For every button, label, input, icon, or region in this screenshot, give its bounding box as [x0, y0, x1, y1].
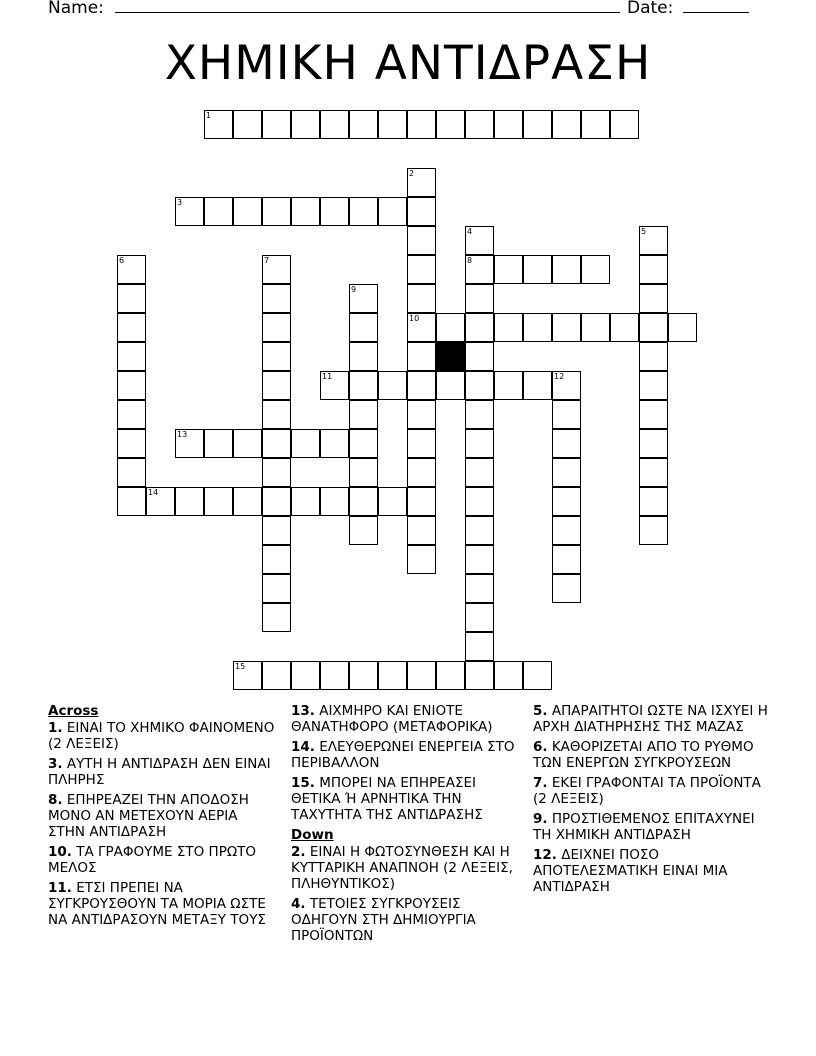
crossword-cell[interactable] — [465, 255, 494, 284]
crossword-cell[interactable] — [639, 226, 668, 255]
clue-number: 14. — [291, 739, 315, 755]
crossword-cell[interactable] — [407, 313, 436, 342]
clue-number: 6. — [533, 739, 548, 755]
crossword-cell[interactable] — [407, 661, 436, 690]
crossword-cell[interactable] — [465, 371, 494, 400]
crossword-cell[interactable] — [349, 284, 378, 313]
crossword-cell[interactable] — [639, 400, 668, 429]
crossword-cell[interactable] — [262, 342, 291, 371]
crossword-cell[interactable] — [552, 371, 581, 400]
crossword-cell[interactable] — [233, 110, 262, 139]
crossword-cell[interactable] — [117, 371, 146, 400]
clue-text: ΕΚΕΙ ΓΡΑΦΟΝΤΑΙ ΤΑ ΠΡΟΪΟΝΤΑ (2 ΛΕΞΕΙΣ) — [533, 775, 761, 807]
crossword-cell[interactable] — [349, 429, 378, 458]
crossword-cell[interactable] — [262, 545, 291, 574]
clue-text: ΚΑΘΟΡΙΖΕΤΑΙ ΑΠΟ ΤΟ ΡΥΘΜΟ ΤΩΝ ΕΝΕΡΓΩΝ ΣΥΓΚΡΟΥΣΕΩΝ — [533, 739, 754, 771]
clue-item — [291, 703, 519, 735]
crossword-cell[interactable] — [291, 429, 320, 458]
crossword-cell[interactable] — [465, 342, 494, 371]
clue-number: 12. — [533, 847, 557, 863]
crossword-cell[interactable] — [407, 545, 436, 574]
clue-text: ΕΛΕΥΘΕΡΩΝΕΙ ΕΝΕΡΓΕΙΑ ΣΤΟ ΠΕΡΙΒΑΛΛΟΝ — [291, 739, 515, 771]
clue-number: 3 — [177, 198, 183, 207]
crossword-cell[interactable] — [639, 255, 668, 284]
crossword-cell[interactable] — [465, 429, 494, 458]
clue-text: ΤΑ ΓΡΑΦΟΥΜΕ ΣΤΟ ΠΡΩΤΟ ΜΕΛΟΣ — [48, 844, 257, 876]
crossword-cell[interactable] — [233, 661, 262, 690]
across-clues-column — [48, 703, 276, 932]
clue-number: 4. — [291, 896, 306, 912]
crossword-cell[interactable] — [407, 197, 436, 226]
crossword-cell[interactable] — [523, 313, 552, 342]
black-square — [436, 342, 465, 371]
crossword-cell[interactable] — [552, 429, 581, 458]
crossword-cell[interactable] — [262, 487, 291, 516]
clue-text: ΜΠΟΡΕΙ ΝΑ ΕΠΗΡΕΑΣΕΙ ΘΕΤΙΚΑ Ή ΑΡΝΗΤΙΚΑ ΤΗΝ ΤΑΧΥΤΗΤΑ ΤΗΣ ΑΝΤΙΔΡΑΣΗΣ — [291, 775, 483, 823]
crossword-cell[interactable] — [320, 661, 349, 690]
crossword-cell[interactable] — [494, 661, 523, 690]
crossword-cell[interactable] — [146, 487, 175, 516]
clue-number: 12 — [554, 372, 565, 381]
crossword-cell[interactable] — [262, 429, 291, 458]
clue-item — [533, 847, 768, 895]
crossword-cell[interactable] — [349, 661, 378, 690]
clue-number: 2 — [409, 169, 415, 178]
across-clues-column-continued — [291, 703, 519, 948]
crossword-cell[interactable] — [262, 284, 291, 313]
crossword-cell[interactable] — [320, 371, 349, 400]
clue-number: 7. — [533, 775, 548, 791]
crossword-cell[interactable] — [639, 313, 668, 342]
clue-number: 8. — [48, 792, 63, 808]
clue-item — [48, 756, 276, 788]
crossword-cell[interactable] — [407, 255, 436, 284]
crossword-cell[interactable] — [262, 197, 291, 226]
clue-text: ΕΤΣΙ ΠΡΕΠΕΙ ΝΑ ΣΥΓΚΡΟΥΣΘΟΥΝ ΤΑ ΜΟΡΙΑ ΩΣΤΕ ΝΑ ΑΝΤΙΔΡΑΣΟΥΝ ΜΕΤΑΞΥ ΤΟΥΣ — [48, 880, 266, 928]
page-title: ΧΗΜΙΚΗ ΑΝΤΙΔΡΑΣΗ — [164, 36, 652, 91]
crossword-cell[interactable] — [552, 400, 581, 429]
crossword-cell[interactable] — [378, 110, 407, 139]
clue-number: 15 — [235, 662, 246, 671]
crossword-cell[interactable] — [233, 487, 262, 516]
across-clue-list — [48, 720, 276, 928]
crossword-cell[interactable] — [465, 284, 494, 313]
clue-item — [533, 739, 768, 771]
crossword-cell[interactable] — [552, 255, 581, 284]
crossword-cell[interactable] — [378, 487, 407, 516]
crossword-cell[interactable] — [262, 255, 291, 284]
crossword-cell[interactable] — [639, 487, 668, 516]
clue-item — [291, 775, 519, 823]
crossword-cell[interactable] — [291, 661, 320, 690]
clue-item — [291, 739, 519, 771]
crossword-cell[interactable] — [407, 110, 436, 139]
crossword-cell[interactable] — [465, 458, 494, 487]
down-heading: Down — [291, 827, 334, 843]
crossword-cell[interactable] — [465, 313, 494, 342]
crossword-cell[interactable] — [349, 371, 378, 400]
clue-number: 1 — [206, 111, 212, 120]
clue-text: ΑΙΧΜΗΡΟ ΚΑΙ ΕΝΙΟΤΕ ΘΑΝΑΤΗΦΟΡΟ (ΜΕΤΑΦΟΡΙΚΑ) — [291, 703, 493, 735]
crossword-cell[interactable] — [465, 110, 494, 139]
crossword-cell[interactable] — [262, 371, 291, 400]
clue-number: 15. — [291, 775, 315, 791]
crossword-cell[interactable] — [117, 429, 146, 458]
clue-number: 8 — [467, 256, 473, 265]
crossword-cell[interactable] — [407, 284, 436, 313]
crossword-cell[interactable] — [262, 400, 291, 429]
crossword-cell[interactable] — [552, 574, 581, 603]
across-heading: Across — [48, 703, 99, 719]
clue-number: 11 — [322, 372, 333, 381]
crossword-cell[interactable] — [610, 110, 639, 139]
crossword-cell[interactable] — [262, 516, 291, 545]
crossword-cell[interactable] — [465, 516, 494, 545]
down-clues-column-continued — [533, 703, 768, 899]
clue-text: ΑΠΑΡΑΙΤΗΤΟΙ ΩΣΤΕ ΝΑ ΙΣΧΥΕΙ Η ΑΡΧΗ ΔΙΑΤΗΡΗΣΗΣ ΤΗΣ ΜΑΖΑΣ — [533, 703, 768, 735]
clue-text: ΠΡΟΣΤΙΘΕΜΕΝΟΣ ΕΠΙΤΑΧΥΝΕΙ ΤΗ ΧΗΜΙΚΗ ΑΝΤΙΔΡΑΣΗ — [533, 811, 755, 843]
crossword-cell[interactable] — [262, 603, 291, 632]
clue-item — [291, 844, 519, 892]
crossword-cell[interactable] — [494, 371, 523, 400]
crossword-cell[interactable] — [465, 632, 494, 661]
clue-number: 9. — [533, 811, 548, 827]
crossword-cell[interactable] — [523, 371, 552, 400]
clue-text: ΕΠΗΡΕΑΖΕΙ ΤΗΝ ΑΠΟΔΟΣΗ ΜΟΝΟ ΑΝ ΜΕΤΕΧΟΥΝ ΑΕΡΙΑ ΣΤΗΝ ΑΝΤΙΔΡΑΣΗ — [48, 792, 249, 840]
clue-number: 5. — [533, 703, 548, 719]
crossword-cell[interactable] — [407, 342, 436, 371]
crossword-cell[interactable] — [552, 487, 581, 516]
crossword-cell[interactable] — [581, 255, 610, 284]
crossword-cell[interactable] — [407, 458, 436, 487]
crossword-cell[interactable] — [320, 197, 349, 226]
clue-number: 10 — [409, 314, 420, 323]
crossword-cell[interactable] — [349, 110, 378, 139]
clue-item — [48, 720, 276, 752]
crossword-cell[interactable] — [262, 574, 291, 603]
crossword-cell[interactable] — [233, 197, 262, 226]
crossword-cell[interactable] — [349, 313, 378, 342]
date-label: Date: — [627, 0, 674, 18]
clue-item — [533, 775, 768, 807]
crossword-cell[interactable] — [639, 458, 668, 487]
clue-number: 1. — [48, 720, 63, 736]
crossword-cell[interactable] — [639, 342, 668, 371]
clue-number: 9 — [351, 285, 357, 294]
clue-text: ΑΥΤΗ Η ΑΝΤΙΔΡΑΣΗ ΔΕΝ ΕΙΝΑΙ ΠΛΗΡΗΣ — [48, 756, 271, 788]
crossword-cell[interactable] — [581, 313, 610, 342]
crossword-cell[interactable] — [117, 487, 146, 516]
crossword-cell[interactable] — [610, 313, 639, 342]
crossword-cell[interactable] — [262, 110, 291, 139]
clue-item — [48, 880, 276, 928]
crossword-cell[interactable] — [668, 313, 697, 342]
crossword-cell[interactable] — [117, 313, 146, 342]
crossword-cell[interactable] — [117, 342, 146, 371]
crossword-cell[interactable] — [465, 574, 494, 603]
crossword-cell[interactable] — [204, 429, 233, 458]
crossword-cell[interactable] — [552, 545, 581, 574]
crossword-cell[interactable] — [320, 429, 349, 458]
clue-text: ΔΕΙΧΝΕΙ ΠΟΣΟ ΑΠΟΤΕΛΕΣΜΑΤΙΚΗ ΕΙΝΑΙ ΜΙΑ ΑΝΤΙΔΡΑΣΗ — [533, 847, 728, 895]
crossword-cell[interactable] — [552, 516, 581, 545]
crossword-cell[interactable] — [349, 516, 378, 545]
crossword-cell[interactable] — [378, 661, 407, 690]
crossword-cell[interactable] — [349, 458, 378, 487]
crossword-cell[interactable] — [378, 371, 407, 400]
crossword-cell[interactable] — [262, 661, 291, 690]
crossword-cell[interactable] — [117, 255, 146, 284]
clue-number: 7 — [264, 256, 270, 265]
crossword-cell[interactable] — [204, 110, 233, 139]
crossword-cell[interactable] — [407, 400, 436, 429]
crossword-cell[interactable] — [639, 371, 668, 400]
crossword-cell[interactable] — [436, 371, 465, 400]
crossword-cell[interactable] — [494, 255, 523, 284]
crossword-cell[interactable] — [465, 661, 494, 690]
crossword-cell[interactable] — [291, 487, 320, 516]
crossword-cell[interactable] — [494, 110, 523, 139]
crossword-cell[interactable] — [436, 313, 465, 342]
crossword-cell[interactable] — [465, 545, 494, 574]
crossword-cell[interactable] — [349, 400, 378, 429]
crossword-cell[interactable] — [436, 110, 465, 139]
crossword-cell[interactable] — [407, 226, 436, 255]
crossword-cell[interactable] — [117, 458, 146, 487]
crossword-cell[interactable] — [552, 458, 581, 487]
clue-number: 6 — [119, 256, 125, 265]
clue-item — [291, 896, 519, 944]
clue-number: 3. — [48, 756, 63, 772]
crossword-cell[interactable] — [552, 313, 581, 342]
crossword-cell[interactable] — [465, 487, 494, 516]
crossword-cell[interactable] — [552, 110, 581, 139]
crossword-cell[interactable] — [523, 661, 552, 690]
clue-number: 5 — [641, 227, 647, 236]
name-label: Name: — [48, 0, 104, 18]
crossword-cell[interactable] — [407, 487, 436, 516]
crossword-cell[interactable] — [581, 110, 610, 139]
crossword-cell[interactable] — [407, 371, 436, 400]
crossword-cell[interactable] — [291, 110, 320, 139]
crossword-cell[interactable] — [436, 661, 465, 690]
clue-text: ΕΙΝΑΙ ΤΟ ΧΗΜΙΚΟ ΦΑΙΝΟΜΕΝΟ (2 ΛΕΞΕΙΣ) — [48, 720, 275, 752]
crossword-cell[interactable] — [233, 429, 262, 458]
clue-item — [533, 811, 768, 843]
crossword-cell[interactable] — [349, 487, 378, 516]
crossword-cell[interactable] — [465, 400, 494, 429]
crossword-cell[interactable] — [262, 313, 291, 342]
crossword-cell[interactable] — [407, 429, 436, 458]
clue-number: 4 — [467, 227, 473, 236]
down-clue-list — [291, 844, 519, 944]
crossword-cell[interactable] — [175, 197, 204, 226]
crossword-cell[interactable] — [204, 487, 233, 516]
crossword-cell[interactable] — [291, 197, 320, 226]
crossword-cell[interactable] — [639, 516, 668, 545]
crossword-cell[interactable] — [523, 110, 552, 139]
crossword-cell[interactable] — [465, 603, 494, 632]
clue-number: 11. — [48, 880, 72, 896]
clue-number: 2. — [291, 844, 306, 860]
crossword-cell[interactable] — [175, 429, 204, 458]
crossword-cell[interactable] — [494, 313, 523, 342]
crossword-cell[interactable] — [349, 197, 378, 226]
clue-number: 13 — [177, 430, 188, 439]
crossword-cell[interactable] — [262, 458, 291, 487]
crossword-cell[interactable] — [407, 168, 436, 197]
down-clue-list-continued — [533, 703, 768, 895]
crossword-cell[interactable] — [523, 255, 552, 284]
clue-item — [533, 703, 768, 735]
across-clue-list-continued — [291, 703, 519, 823]
clue-number: 10. — [48, 844, 72, 860]
crossword-cell[interactable] — [349, 342, 378, 371]
crossword-cell[interactable] — [117, 400, 146, 429]
crossword-cell[interactable] — [204, 197, 233, 226]
clue-item — [48, 844, 276, 876]
clue-item — [48, 792, 276, 840]
crossword-cell[interactable] — [465, 226, 494, 255]
crossword-cell[interactable] — [407, 516, 436, 545]
clue-text: ΕΙΝΑΙ Η ΦΩΤΟΣΥΝΘΕΣΗ ΚΑΙ Η ΚΥΤΤΑΡΙΚΗ ΑΝΑΠΝΟΗ (2 ΛΕΞΕΙΣ, ΠΛΗΘΥΝΤΙΚΟΣ) — [291, 844, 513, 892]
crossword-cell[interactable] — [117, 284, 146, 313]
crossword-cell[interactable] — [320, 110, 349, 139]
clue-number: 14 — [148, 488, 159, 497]
crossword-cell[interactable] — [639, 284, 668, 313]
clue-text: ΤΕΤΟΙΕΣ ΣΥΓΚΡΟΥΣΕΙΣ ΟΔΗΓΟΥΝ ΣΤΗ ΔΗΜΙΟΥΡΓΙΑ ΠΡΟΪΟΝΤΩΝ — [291, 896, 476, 944]
crossword-cell[interactable] — [175, 487, 204, 516]
crossword-cell[interactable] — [639, 429, 668, 458]
crossword-cell[interactable] — [378, 197, 407, 226]
crossword-cell[interactable] — [320, 487, 349, 516]
clue-number: 13. — [291, 703, 315, 719]
